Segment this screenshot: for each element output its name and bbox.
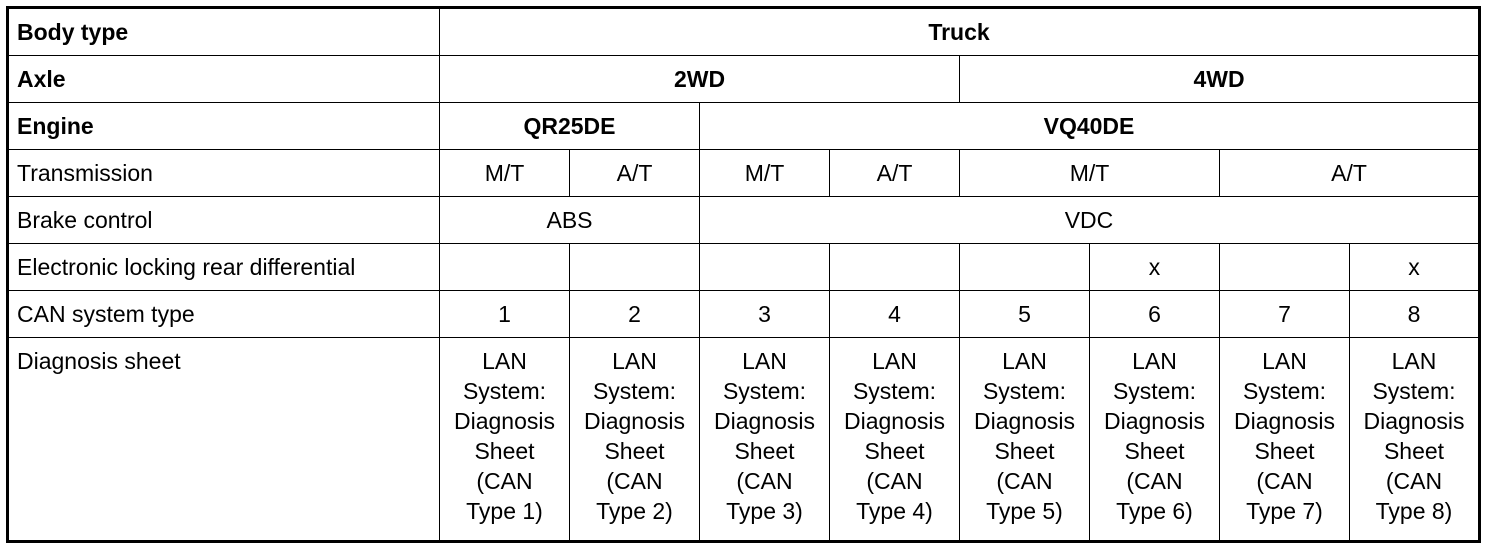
row-engine [8, 103, 1480, 150]
locking-value [700, 244, 830, 291]
diagnosis-sheet-ref [1220, 338, 1350, 542]
row-label-engine: Engine [8, 103, 440, 150]
diagnosis-line: System: [722, 378, 807, 404]
diagnosis-line: (CAN [996, 468, 1053, 494]
locking-value [830, 244, 960, 291]
row-label-brake-control: Brake control [8, 197, 440, 244]
engine-value: VQ40DE [700, 103, 1480, 150]
diagnosis-line: Diagnosis [454, 408, 555, 434]
diagnosis-line: Sheet [604, 438, 665, 464]
diagnosis-line: Sheet [864, 438, 925, 464]
diagnosis-sheet-ref [440, 338, 570, 542]
diagnosis-line: Diagnosis [1234, 408, 1335, 434]
diagnosis-line: LAN [612, 348, 657, 374]
diagnosis-line: System: [462, 378, 547, 404]
row-can-system-type [8, 291, 1480, 338]
diagnosis-line: Diagnosis [974, 408, 1075, 434]
diagnosis-line: Diagnosis [1104, 408, 1205, 434]
diagnosis-line: Type 1) [466, 498, 543, 524]
can-type-value: 4 [830, 291, 960, 338]
row-body-type [8, 8, 1480, 56]
diagnosis-line: Sheet [734, 438, 795, 464]
row-brake-control [8, 197, 1480, 244]
can-type-value: 3 [700, 291, 830, 338]
row-label-body-type: Body type [8, 8, 440, 56]
diagnosis-sheet-ref [960, 338, 1090, 542]
diagnosis-line: (CAN [606, 468, 663, 494]
diagnosis-line: Type 3) [726, 498, 803, 524]
transmission-value: M/T [440, 150, 570, 197]
diagnosis-line: (CAN [1385, 468, 1443, 494]
row-label-diagnosis-sheet: Diagnosis sheet [8, 338, 440, 542]
row-electronic-locking [8, 244, 1480, 291]
can-type-value: 7 [1220, 291, 1350, 338]
row-diagnosis-sheet [8, 338, 1480, 542]
diagnosis-line: LAN [1391, 348, 1437, 374]
diagnosis-line: System: [1242, 378, 1327, 404]
locking-value: x [1350, 244, 1480, 291]
diagnosis-line: Sheet [474, 438, 535, 464]
diagnosis-line: Diagnosis [584, 408, 685, 434]
diagnosis-line: LAN [1132, 348, 1177, 374]
diagnosis-line: Type 6) [1116, 498, 1193, 524]
diagnosis-line: (CAN [476, 468, 533, 494]
locking-value: x [1090, 244, 1220, 291]
can-type-value: 2 [570, 291, 700, 338]
diagnosis-line: LAN [742, 348, 787, 374]
transmission-value: M/T [700, 150, 830, 197]
brake-control-value: VDC [700, 197, 1480, 244]
diagnosis-line: Type 4) [856, 498, 933, 524]
can-type-value: 8 [1350, 291, 1480, 338]
diagnosis-line: Type 5) [986, 498, 1063, 524]
row-axle [8, 56, 1480, 103]
axle-value: 4WD [960, 56, 1480, 103]
locking-value [570, 244, 700, 291]
diagnosis-line: System: [1372, 378, 1456, 404]
locking-value [440, 244, 570, 291]
diagnosis-line: LAN [1262, 348, 1307, 374]
row-label-transmission: Transmission [8, 150, 440, 197]
can-system-type-table [6, 6, 1481, 543]
diagnosis-line: System: [1112, 378, 1197, 404]
transmission-value: A/T [570, 150, 700, 197]
diagnosis-sheet-ref [830, 338, 960, 542]
transmission-value: A/T [830, 150, 960, 197]
diagnosis-line: (CAN [1256, 468, 1313, 494]
diagnosis-sheet-ref [570, 338, 700, 542]
row-label-electronic-locking: Electronic locking rear differential [8, 244, 440, 291]
engine-value: QR25DE [440, 103, 700, 150]
diagnosis-line: System: [982, 378, 1067, 404]
diagnosis-line: Sheet [1254, 438, 1315, 464]
diagnosis-line: Type 7) [1246, 498, 1323, 524]
diagnosis-line: Diagnosis [844, 408, 945, 434]
diagnosis-line: LAN [1002, 348, 1047, 374]
diagnosis-line: System: [852, 378, 937, 404]
diagnosis-line: (CAN [736, 468, 793, 494]
body-type-value: Truck [440, 8, 1480, 56]
locking-value [960, 244, 1090, 291]
row-label-can-system-type: CAN system type [8, 291, 440, 338]
diagnosis-line: Sheet [1124, 438, 1185, 464]
diagnosis-line: LAN [872, 348, 917, 374]
row-label-axle: Axle [8, 56, 440, 103]
can-type-value: 6 [1090, 291, 1220, 338]
can-type-value: 5 [960, 291, 1090, 338]
diagnosis-line: LAN [482, 348, 527, 374]
diagnosis-line: Diagnosis [1363, 408, 1465, 434]
brake-control-value: ABS [440, 197, 700, 244]
locking-value [1220, 244, 1350, 291]
diagnosis-sheet-ref [1350, 338, 1480, 542]
diagnosis-line: System: [592, 378, 677, 404]
diagnosis-line: Sheet [1383, 438, 1445, 464]
diagnosis-sheet-ref [700, 338, 830, 542]
transmission-value: A/T [1220, 150, 1480, 197]
diagnosis-line: Type 2) [596, 498, 673, 524]
transmission-value: M/T [960, 150, 1220, 197]
diagnosis-line: (CAN [1126, 468, 1183, 494]
axle-value: 2WD [440, 56, 960, 103]
can-type-value: 1 [440, 291, 570, 338]
diagnosis-line: Sheet [994, 438, 1055, 464]
diagnosis-line: Diagnosis [714, 408, 815, 434]
diagnosis-line: Type 8) [1375, 498, 1453, 524]
diagnosis-sheet-ref [1090, 338, 1220, 542]
row-transmission [8, 150, 1480, 197]
diagnosis-line: (CAN [866, 468, 923, 494]
